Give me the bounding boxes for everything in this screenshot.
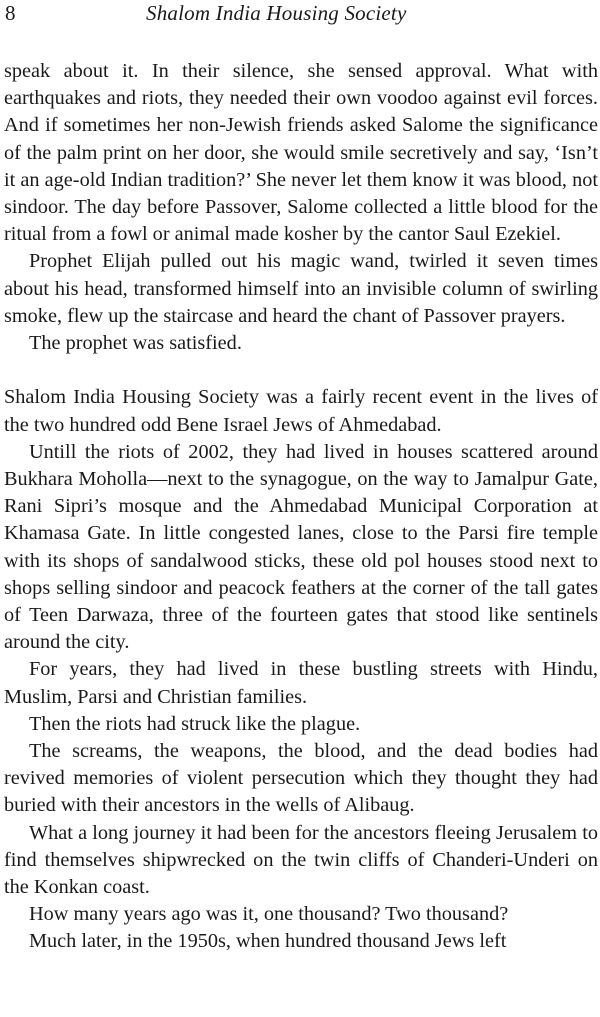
paragraph-2: Prophet Elijah pulled out his magic wand, twirled it seven times about his head, transformed himself into an invisible column of swirling smoke, flew up the staircase and heard the chant of Passover prayers.: [4, 250, 598, 327]
paragraph-8: The screams, the weapons, the blood, and the dead bodies had revived memories of violent persecution which they thought they had buried with their ancestors in the wells of Alibaug.: [4, 740, 598, 817]
paragraph-6: For years, they had lived in these bustling streets with Hindu, Muslim, Parsi and Christian families.: [4, 658, 598, 708]
paragraph-11: Much later, in the 1950s, when hundred thousand Jews left: [29, 930, 507, 953]
body-text: [4, 58, 598, 956]
paragraph-9: What a long journey it had been for the ancestors fleeing Jerusalem to find themselves shipwrecked on the twin cliffs of Chanderi-Underi on the Konkan coast.: [4, 821, 598, 899]
page-number: 8: [5, 1, 16, 25]
page-header: [0, 0, 600, 30]
paragraph-4: Shalom India Housing Society was a fairly recent event in the lives of the two hundred odd Bene Israel Jews of Ahmedabad.: [4, 386, 598, 436]
paragraph-10: How many years ago was it, one thousand? Two thousand?: [29, 903, 509, 926]
paragraph-5: Untill the riots of 2002, they had lived in houses scattered around Bukhara Moholla—next to the synagogue, on the way to Jamalpur Gate, Rani Sipri’s mosque and the Ahmedabad Municipal Corporation at Khamasa Gate. In little congested lanes, close to the Parsi fire temple with its shops of sandalwood sticks, these old pol houses stood next to shops selling sindoor and peacock feathers at the corner of the tall gates of Teen Darwaza, three of the fourteen gates that stood like sentinels around the city.: [4, 440, 598, 654]
paragraph-1: speak about it. In their silence, she sensed approval. What with earthquakes and riots, they needed their own voodoo against evil forces. And if sometimes her non-Jewish friends asked Salome the significance of the palm print on her door, she would smile secretively and say, ‘Isn’t it an age-old Indian tradition?’ She never let them know it was blood, not sindoor. The day before Passover, Salome collected a little blood for the ritual from a fowl or animal made kosher by the cantor Saul Ezekiel.: [4, 60, 598, 246]
paragraph-3: The prophet was satisfied.: [29, 332, 242, 355]
paragraph-7: Then the riots had struck like the plague.: [29, 712, 361, 735]
running-title: Shalom India Housing Society: [146, 1, 407, 25]
